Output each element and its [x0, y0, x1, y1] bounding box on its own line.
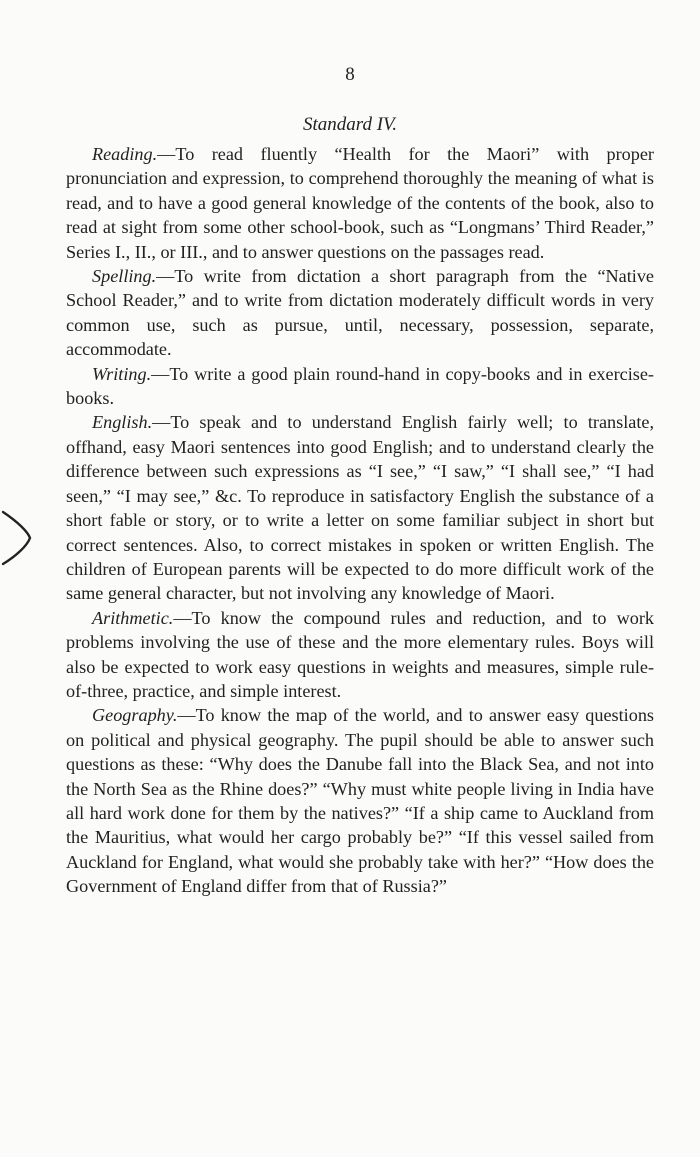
paragraph-english [66, 410, 654, 605]
paragraph-text: —To speak and to understand English fairly well; to translate, offhand, easy Maori sentences into good English; and to understand clearly the difference between such expressions as “I see,” “I saw,” “I shall see,” “I had seen,” “I may see,” &c. To reproduce in satisfactory English the substance of a short fable or story, or to write a letter on some familiar subject in short but correct sentences. Also, to correct mistakes in spoken or written English. The children of European parents will be expected to do more difficult work of the same general character, but not involving any knowledge of Maori. [66, 412, 654, 604]
paragraph-spelling [66, 264, 654, 362]
paragraph-arithmetic [66, 606, 654, 704]
margin-bracket-mark [0, 508, 34, 566]
paragraph-text: —To know the compound rules and reduction, and to work problems involving the use of these and the more elementary rules. Boys will also be expected to work easy questions in weights and measures, simple rule-of-three, practice, and simple interest. [66, 607, 654, 701]
subject-heading: Spelling. [92, 266, 157, 287]
page-number: 8 [345, 64, 355, 85]
body-text [66, 142, 654, 899]
subject-heading: Arithmetic. [92, 607, 174, 628]
paragraph-text: —To know the map of the world, and to answer easy questions on political and physical geography. The pupil should be able to answer such questions as these: “Why does the Danube fall into the Black Sea, and not into the North Sea as the Rhine does?” “Why must white people living in India have all hard work done for them by the natives?” “If a ship came to Auckland from the Mauritius, what would her cargo probably be?” “If this vessel sailed from Auckland for England, what would she probably take with her?” “How does the Government of England differ from that of Russia?” [66, 705, 654, 897]
subject-heading: Geography. [92, 705, 178, 726]
subject-heading: Reading. [92, 144, 158, 164]
paragraph-text: —To read fluently “Health for the Maori” with proper pronunciation and expression, to comprehend thoroughly the meaning of what is read, and to have a good general knowledge of the contents of the book, also to read at sight from some other school-book, such as “Longmans’ Third Reader,” Series I., II., or III., and to answer questions on the passages read. [66, 144, 654, 262]
subject-heading: English. [92, 412, 153, 433]
paragraph-text: —To write from dictation a short paragraph from the “Native School Reader,” and to write from dictation moderately difficult words in very common use, such as pursue, until, necessary, possession, separate, accommodate. [66, 266, 654, 360]
paragraph-writing [66, 362, 654, 411]
paragraph-geography [66, 703, 654, 898]
paragraph-reading [66, 142, 654, 264]
section-title: Standard IV. [303, 114, 397, 135]
paragraph-text: —To write a good plain round-hand in copy-books and in exercise-books. [66, 363, 654, 409]
subject-heading: Writing. [92, 363, 152, 384]
